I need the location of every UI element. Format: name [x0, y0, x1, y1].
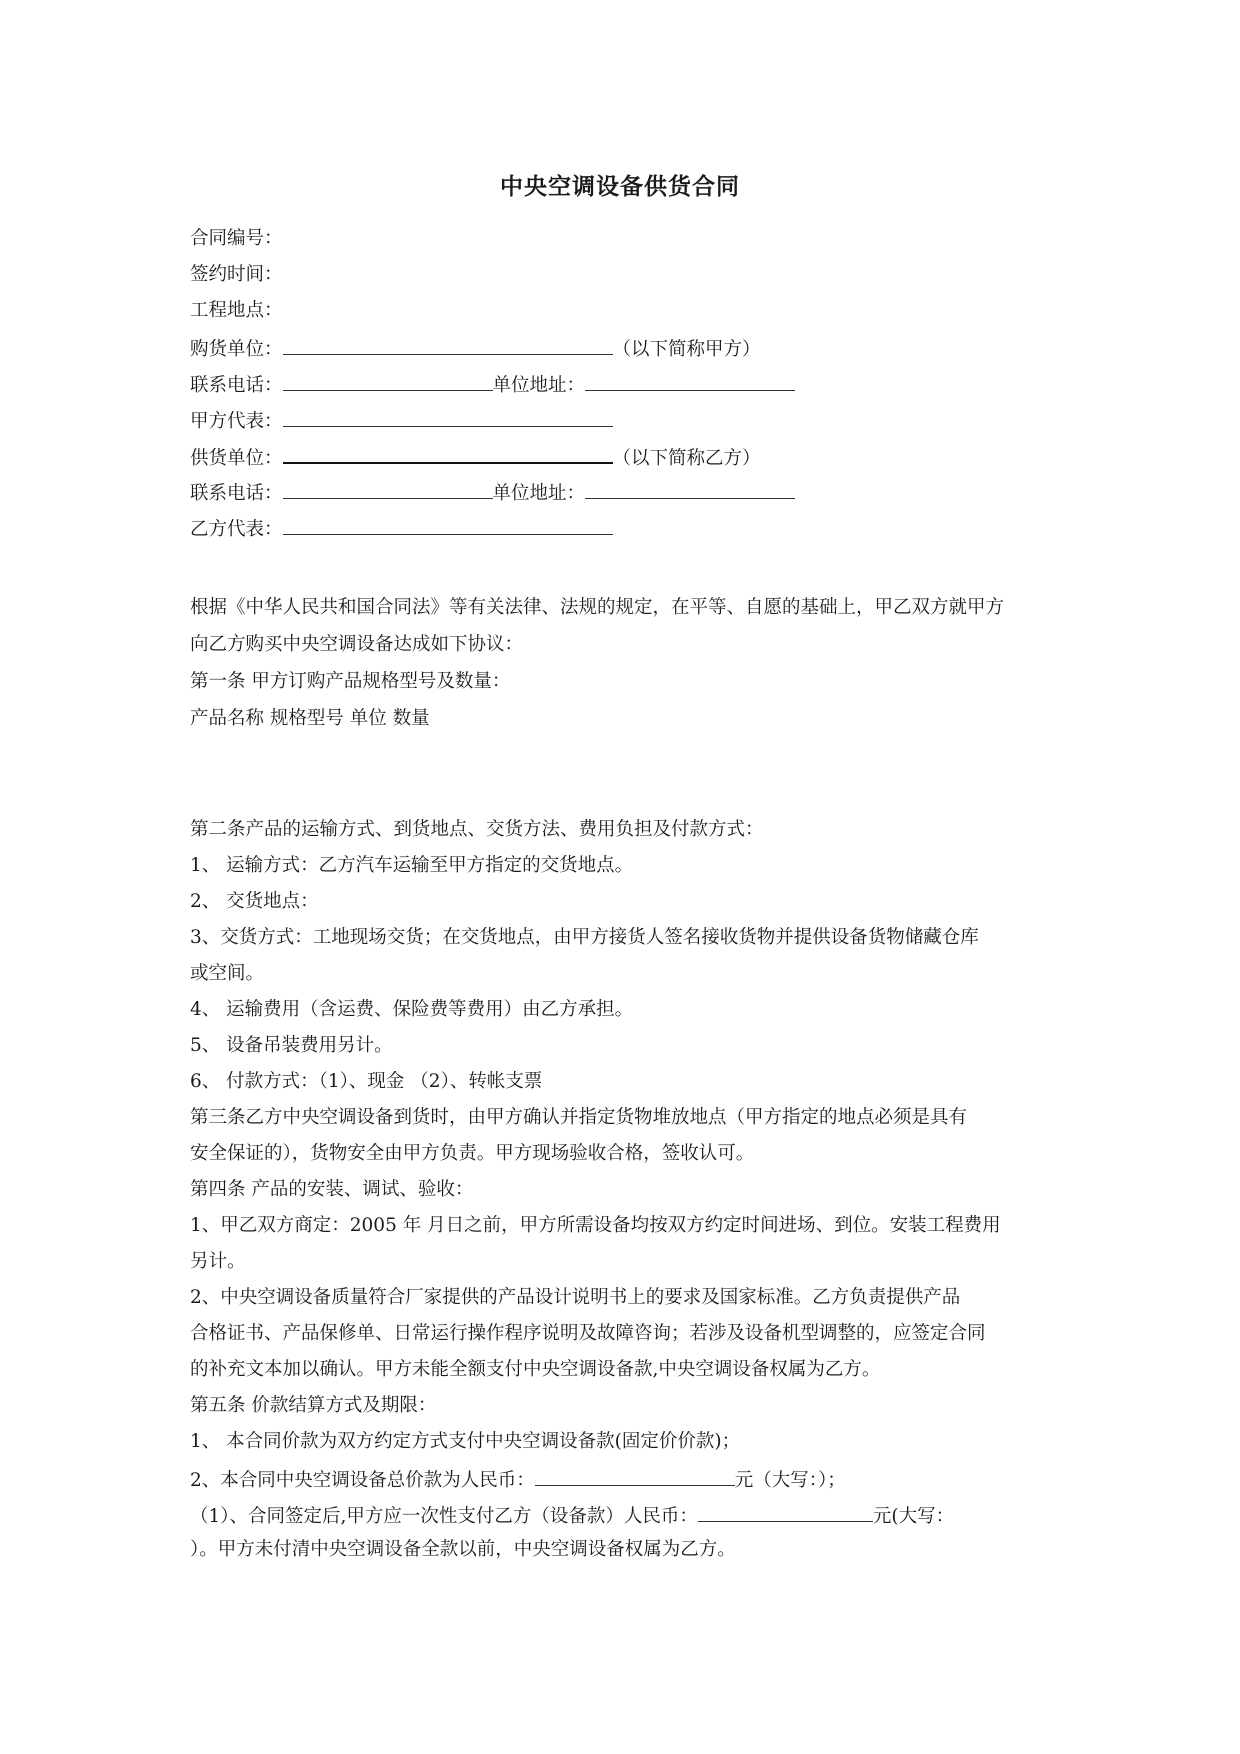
article-3-line-1: 第三条乙方中央空调设备到货时，由甲方确认并指定货物堆放地点（甲方指定的地点必须是具有 [190, 1107, 968, 1128]
party-a-rep-row [190, 406, 613, 435]
supplier-address-blank[interactable] [585, 478, 795, 499]
payment-blank[interactable] [698, 1501, 873, 1522]
buyer-contact-row [190, 370, 795, 399]
article-5-heading: 第五条 价款结算方式及期限： [190, 1395, 437, 1416]
payment-label: （1）、合同签定后,甲方应一次性支付乙方（设备款）人民币： [190, 1506, 698, 1527]
sign-date-row [190, 262, 283, 288]
party-b-rep-label: 乙方代表： [190, 519, 283, 540]
site-label: 工程地点： [190, 300, 283, 321]
total-price-label: 2、本合同中央空调设备总价款为人民币： [190, 1470, 535, 1491]
article-4-item-1-line-1: 1、甲乙双方商定：2005 年 月日之前，甲方所需设备均按双方约定时间进场、到位。安装工程费用 [190, 1215, 1001, 1236]
supplier-label: 供货单位： [190, 448, 283, 469]
article-4-item-1-line-2: 另计。 [190, 1251, 246, 1272]
intro-line-1: 根据《中华人民共和国合同法》等有关法律、法规的规定，在平等、自愿的基础上，甲乙双方就甲方 [190, 597, 1005, 618]
article-2-item-3-line-2: 或空间。 [190, 963, 265, 984]
article-2-item-6: 6、 付款方式：（1）、现金 （2）、转帐支票 [190, 1071, 543, 1092]
article-2-item-1: 1、 运输方式：乙方汽车运输至甲方指定的交货地点。 [190, 855, 634, 876]
article-5-item-3 [190, 1501, 954, 1530]
supplier-row [190, 442, 761, 472]
party-a-rep-label: 甲方代表： [190, 411, 283, 432]
total-price-blank[interactable] [535, 1465, 735, 1486]
buyer-suffix: （以下简称甲方） [612, 339, 761, 360]
sign-date-label: 签约时间： [190, 264, 283, 285]
article-4-item-2-line-1: 2、中央空调设备质量符合厂家提供的产品设计说明书上的要求及国家标准。乙方负责提供产品 [190, 1287, 961, 1308]
article-2-item-4: 4、 运输费用（含运费、保险费等费用）由乙方承担。 [190, 999, 634, 1020]
party-b-rep-blank[interactable] [283, 514, 613, 535]
article-2-item-3-line-1: 3、交货方式：工地现场交货；在交货地点，由甲方接货人签名接收货物并提供设备货物储藏仓库 [190, 927, 979, 948]
article-2-item-5: 5、 设备吊装费用另计。 [190, 1035, 393, 1056]
buyer-row [190, 334, 761, 363]
contract-no-row [190, 226, 283, 252]
article-4-item-2-line-2: 合格证书、产品保修单、日常运行操作程序说明及故障咨询；若涉及设备机型调整的，应签定合同 [190, 1323, 986, 1344]
party-b-rep-row [190, 514, 613, 543]
buyer-phone-label: 联系电话： [190, 375, 283, 396]
buyer-blank[interactable] [283, 334, 613, 355]
article-3-line-2: 安全保证的），货物安全由甲方负责。甲方现场验收合格，签收认可。 [190, 1143, 755, 1164]
buyer-address-blank[interactable] [585, 370, 795, 391]
payment-suffix: 元(大写： [872, 1506, 955, 1527]
supplier-address-label: 单位地址： [492, 483, 586, 504]
article-2-item-2: 2、 交货地点： [190, 891, 319, 912]
party-a-rep-blank[interactable] [283, 406, 613, 427]
document-title: 中央空调设备供货合同 [500, 174, 740, 200]
article-2-heading: 第二条产品的运输方式、到货地点、交货方法、费用负担及付款方式： [190, 819, 764, 840]
article-4-heading: 第四条 产品的安装、调试、验收： [190, 1179, 474, 1200]
article-5-item-1: 1、 本合同价款为双方约定方式支付中央空调设备款(固定价价款)； [190, 1431, 741, 1452]
supplier-contact-row [190, 478, 795, 507]
supplier-phone-label: 联系电话： [190, 483, 283, 504]
article-1-table-header: 产品名称 规格型号 单位 数量 [190, 708, 430, 729]
contract-no-label: 合同编号： [190, 228, 283, 249]
buyer-phone-blank[interactable] [283, 370, 493, 391]
supplier-suffix: （以下简称乙方） [612, 448, 761, 469]
buyer-address-label: 单位地址： [492, 375, 586, 396]
article-4-item-2-line-3: 的补充文本加以确认。甲方未能全额支付中央空调设备款,中央空调设备权属为乙方。 [190, 1359, 881, 1380]
supplier-phone-blank[interactable] [283, 478, 493, 499]
total-price-suffix: 元（大写：）； [734, 1470, 846, 1491]
intro-line-2: 向乙方购买中央空调设备达成如下协议： [190, 634, 524, 655]
buyer-label: 购货单位： [190, 339, 283, 360]
supplier-blank[interactable] [283, 442, 613, 464]
article-1-heading: 第一条 甲方订购产品规格型号及数量： [190, 671, 511, 692]
article-5-item-3-line-2: ）。甲方未付清中央空调设备全款以前，中央空调设备权属为乙方。 [190, 1539, 736, 1560]
site-row [190, 298, 283, 324]
article-5-item-2 [190, 1465, 846, 1494]
